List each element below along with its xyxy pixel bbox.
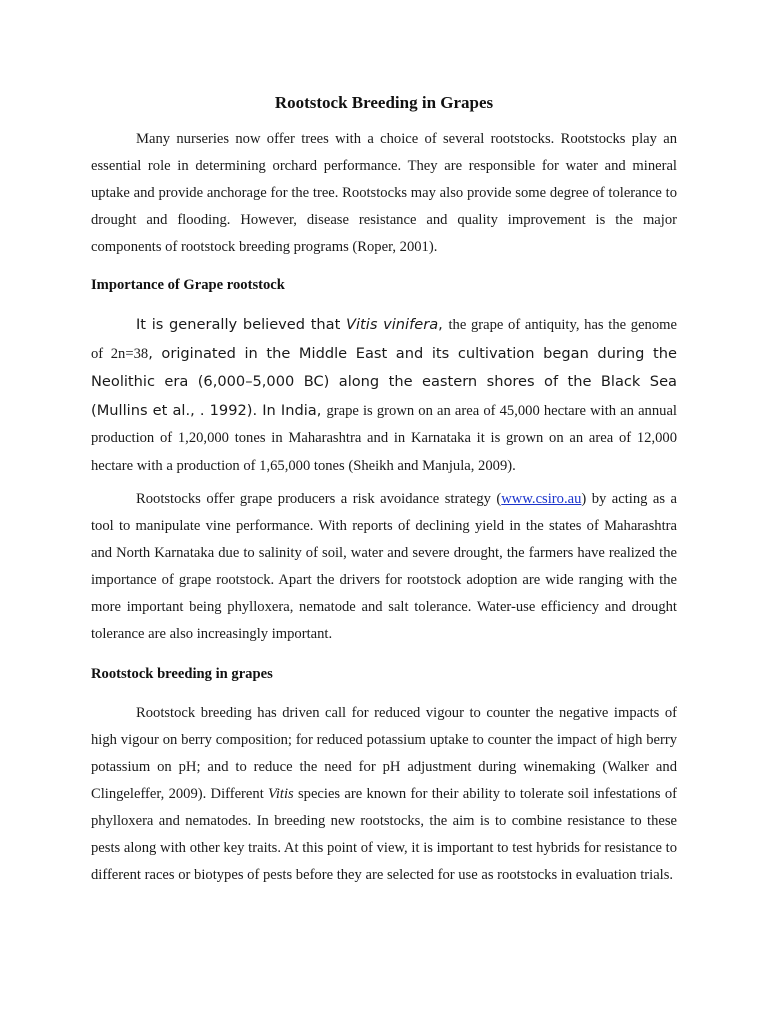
intro-paragraph: Many nurseries now offer trees with a choice of several rootstocks. Rootstocks play an essential role in determining orchard performance. They are responsible for water and mineral uptake and provide anchorage for the tree. Rootstocks may also provide some degree of tolerance to drought and flooding. However, disease resistance and quality improvement is the major components of rootstock breeding programs (Roper, 2001).: [91, 131, 677, 255]
section-heading-breeding: Rootstock breeding in grapes: [91, 666, 273, 682]
breeding-paragraph: [91, 700, 677, 889]
p4-text-a: Rootstock breeding has driven call for reduced vigour to counter the negative impacts of high vigour on berry composition; for reduced potassium uptake to counter the impact of high berry potassium on pH; and to reduce the need for pH adjustment during winemaking (Walker and Clingeleffer, 2009). Different: [91, 705, 677, 802]
p2-text-d: the grape of antiquity, has the genome of 2n=38: [91, 317, 677, 362]
p4-text-c: species are known for their ability to tolerate soil infestations of phylloxera and nematodes. In breeding new rootstocks, the aim is to combine resistance to these pests along with other key traits. At this point of view, it is important to test hybrids for resistance to different races or biotypes of pests before they are selected for use as rootstocks in evaluation trials.: [91, 786, 677, 883]
genus-name-vitis: Vitis: [268, 786, 294, 802]
p2-text-a: It is generally believed that: [136, 316, 347, 333]
section-heading-importance: Importance of Grape rootstock: [91, 277, 285, 293]
p2-text-f: grape is grown on an area of 45,000 hectare with an annual production of 1,20,000 tones in Maharashtra and in Karnataka it is grown on an area of 12,000 hectare with a production of 1,65,000 tones (Sheikh and Manjula, 2009).: [91, 402, 677, 474]
csiro-link[interactable]: www.csiro.au: [501, 491, 582, 507]
species-name-vitis-vinifera: Vitis vinifera: [346, 316, 439, 333]
p2-text-c: ,: [438, 316, 449, 333]
p2-text-e: , originated in the Middle East and its cultivation began during the Neolithic era (6,000–5,000 BC) along the eastern shores of the Black Sea (Mullins et al., . 1992). In India,: [91, 344, 677, 419]
importance-paragraph: [91, 311, 677, 480]
p3-text-b: ) by acting as a tool to manipulate vine performance. With reports of declining yield in the states of Maharashtra and North Karnataka due to salinity of soil, water and severe drought, the farmers have realized the importance of grape rootstock. Apart the drivers for rootstock adoption are wide ranging with the more important being phylloxera, nematode and salt tolerance. Water-use efficiency and drought tolerance are also increasingly important.: [91, 491, 678, 642]
p3-text-a: Rootstocks offer grape producers a risk avoidance strategy (: [136, 491, 502, 507]
rootstocks-paragraph: [91, 486, 677, 648]
page-title: Rootstock Breeding in Grapes: [274, 93, 494, 112]
